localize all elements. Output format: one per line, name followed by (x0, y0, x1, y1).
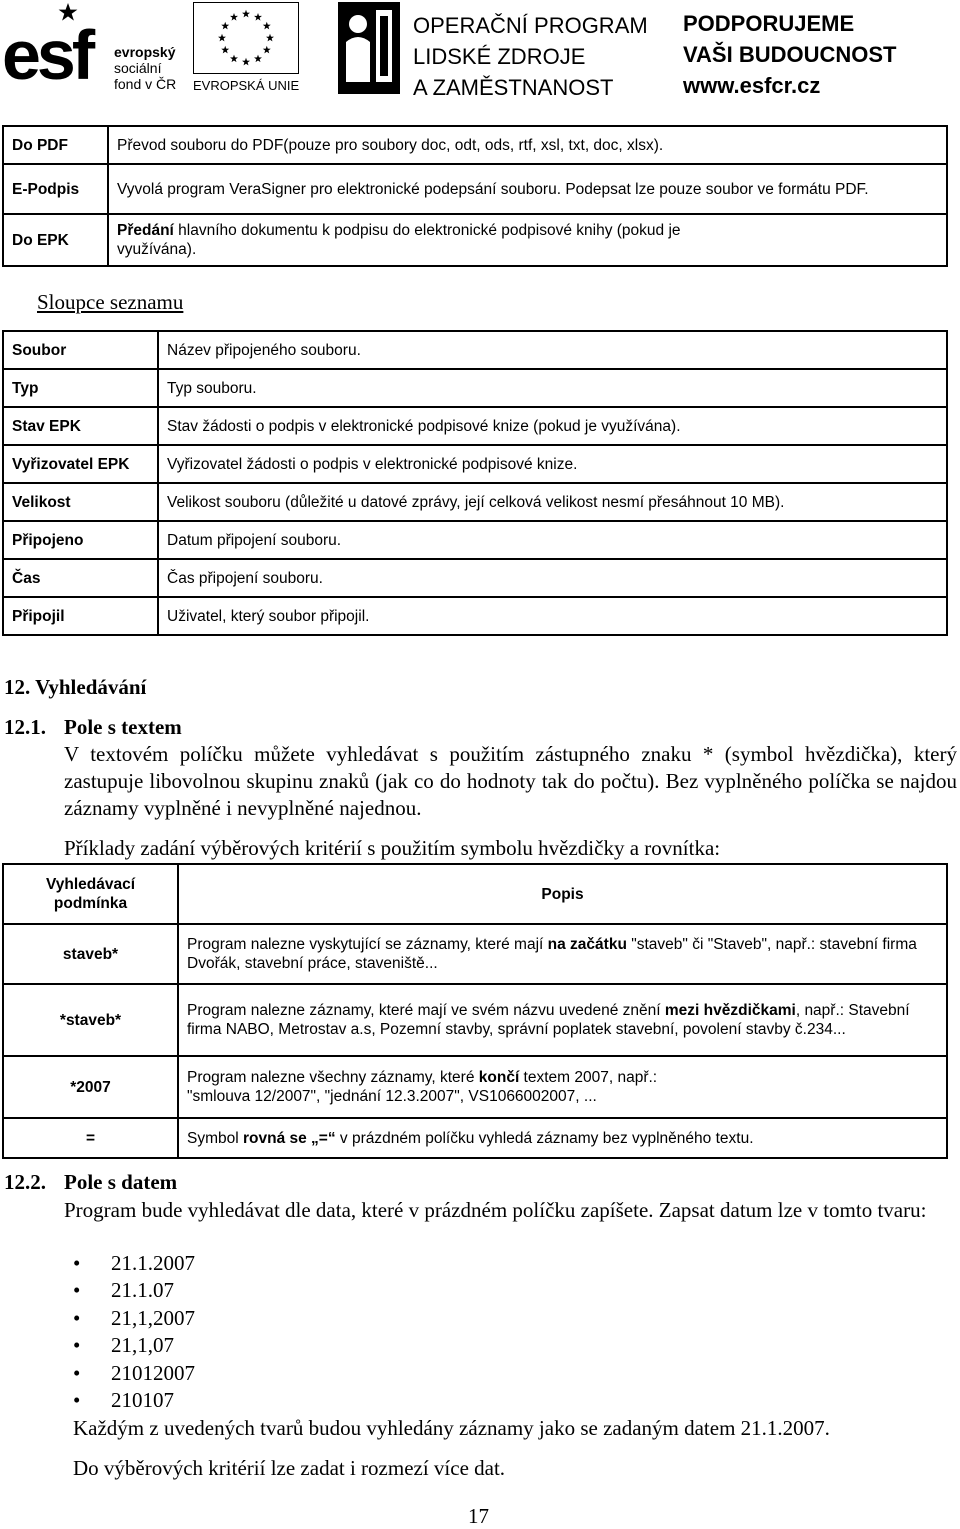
section-title: Pole s textem (64, 715, 182, 739)
star-icon (263, 46, 271, 54)
section-number: 12.1. (4, 715, 46, 739)
list-item: • 21,1,07 (73, 1332, 473, 1359)
action-key: Do PDF (3, 126, 108, 164)
table-row (3, 126, 947, 164)
header-description: Popis (178, 864, 947, 924)
table-row (3, 445, 947, 483)
search-conditions-table (2, 863, 948, 1159)
action-desc: Převod souboru do PDF(pouze pro soubory doc, odt, ods, rtf, xsl, txt, doc, xlsx). (108, 126, 947, 164)
list-item: • 21.1.07 (73, 1277, 473, 1304)
paragraph: Každým z uvedených tvarů budou vyhledány záznamy jako se zadaným datem 21.1.2007. (73, 1416, 830, 1440)
header-condition: Vyhledávací podmínka (3, 864, 178, 924)
column-desc: Stav žádosti o podpis v elektronické podpisové knize (pokud je využívána). (158, 407, 947, 445)
search-condition: = (3, 1118, 178, 1158)
column-desc: Vyřizovatel žádosti o podpis v elektronické podpisové knize. (158, 445, 947, 483)
star-icon (221, 46, 229, 54)
table-row (3, 483, 947, 521)
table-row (3, 924, 947, 984)
section-number: 12.2. (4, 1170, 46, 1194)
action-key: Do EPK (3, 214, 108, 266)
chapter-title: 12. Vyhledávání (4, 675, 147, 699)
column-key: Typ (3, 369, 158, 407)
slogan: PODPORUJEME VAŠI BUDOUCNOST www.esfcr.cz (683, 8, 897, 101)
search-condition: *staveb* (3, 984, 178, 1056)
table-row (3, 1118, 947, 1158)
search-condition: *2007 (3, 1056, 178, 1118)
column-key: Stav EPK (3, 407, 158, 445)
column-key: Soubor (3, 331, 158, 369)
paragraph: Do výběrových kritérií lze zadat i rozmezí více dat. (73, 1456, 506, 1480)
esf-logo (0, 0, 185, 95)
column-desc: Datum připojení souboru. (158, 521, 947, 559)
table-row (3, 521, 947, 559)
section-heading: Sloupce seznamu (37, 290, 184, 314)
action-key: E-Podpis (3, 164, 108, 214)
table-row (3, 331, 947, 369)
search-description: Program nalezne vyskytující se záznamy, které mají na začátku "staveb" či "Staveb", např.: stavební firma Dvořák, stavební práce, staveniště... (178, 924, 947, 984)
star-icon (242, 10, 250, 18)
table-row (3, 407, 947, 445)
list-item: • 21.1.2007 (73, 1250, 473, 1277)
table-row (3, 597, 947, 635)
section-title: Pole s datem (64, 1170, 178, 1194)
star-icon (266, 34, 274, 42)
eu-flag-icon (193, 2, 299, 74)
column-desc: Čas připojení souboru. (158, 559, 947, 597)
star-icon (230, 13, 238, 21)
esf-wordmark: esf (2, 16, 92, 94)
column-key: Připojeno (3, 521, 158, 559)
op-title: OPERAČNÍ PROGRAM LIDSKÉ ZDROJE A ZAMĚSTNANOST (413, 13, 648, 100)
star-icon (254, 13, 262, 21)
action-desc: Vyvolá program VeraSigner pro elektronické podepsání souboru. Podepsat lze pouze soubor ve formátu PDF. (108, 164, 947, 214)
search-description: Symbol rovná se „=“ v prázdném políčku vyhledá záznamy bez vyplněného textu. (178, 1118, 947, 1158)
table-row (3, 1056, 947, 1118)
eu-logo (193, 2, 301, 94)
action-desc: Předání hlavního dokumentu k podpisu do elektronické podpisové knihy (pokud je využívána). (108, 214, 947, 266)
table-row (3, 559, 947, 597)
column-desc: Velikost souboru (důležité u datové zprávy, její celková velikost nesmí přesáhnout 10 MB). (158, 483, 947, 521)
page-number: 17 (468, 1504, 489, 1528)
star-icon (230, 55, 238, 63)
paragraph: V textovém políčku můžete vyhledávat s použitím zástupného znaku * (symbol hvězdička), který zastupuje libovolnou skupinu znaků (jak co do hodnoty tak do počtu). Bez vyplněného políčka se najdou záznamy vyplněné i nevyplněné najednou. (64, 742, 957, 820)
search-description: Program nalezne záznamy, které mají ve svém názvu uvedené znění mezi hvězdičkami, např.: Stavební firma NABO, Metrostav a.s, Pozemní stavby, správní poplatek stavební, povolení stavby č.234... (178, 984, 947, 1056)
esf-subtitle: evropský sociální fond v ČR (114, 44, 177, 92)
date-format-list (73, 1250, 473, 1414)
list-item: • 210107 (73, 1387, 473, 1414)
search-description: Program nalezne všechny záznamy, které končí textem 2007, např.: "smlouva 12/2007", "jednání 12.3.2007", VS1066002007, ... (178, 1056, 947, 1118)
table-row (3, 369, 947, 407)
column-desc: Uživatel, který soubor připojil. (158, 597, 947, 635)
search-condition: staveb* (3, 924, 178, 984)
star-icon (221, 22, 229, 30)
list-item: • 21,1,2007 (73, 1305, 473, 1332)
website-link[interactable]: www.esfcr.cz (683, 73, 821, 98)
paragraph: Příklady zadání výběrových kritérií s použitím symbolu hvězdičky a rovnítka: (64, 836, 721, 860)
column-key: Velikost (3, 483, 158, 521)
column-desc: Typ souboru. (158, 369, 947, 407)
list-item: • 21012007 (73, 1360, 473, 1387)
actions-table (2, 125, 948, 267)
table-row (3, 164, 947, 214)
paragraph: Program bude vyhledávat dle data, které v prázdném políčku zapíšete. Zapsat datum lze v tomto tvaru: (64, 1198, 927, 1222)
star-icon (218, 34, 226, 42)
column-key: Vyřizovatel EPK (3, 445, 158, 483)
table-header-row (3, 864, 947, 924)
star-icon (254, 55, 262, 63)
column-key: Připojil (3, 597, 158, 635)
column-desc: Název připojeného souboru. (158, 331, 947, 369)
table-row (3, 984, 947, 1056)
star-icon (263, 22, 271, 30)
star-icon (242, 58, 250, 66)
table-row (3, 214, 947, 266)
columns-table (2, 330, 948, 636)
op-logo (338, 2, 658, 100)
eu-label: EVROPSKÁ UNIE (193, 78, 300, 93)
op-emblem-icon (338, 2, 400, 94)
column-key: Čas (3, 559, 158, 597)
